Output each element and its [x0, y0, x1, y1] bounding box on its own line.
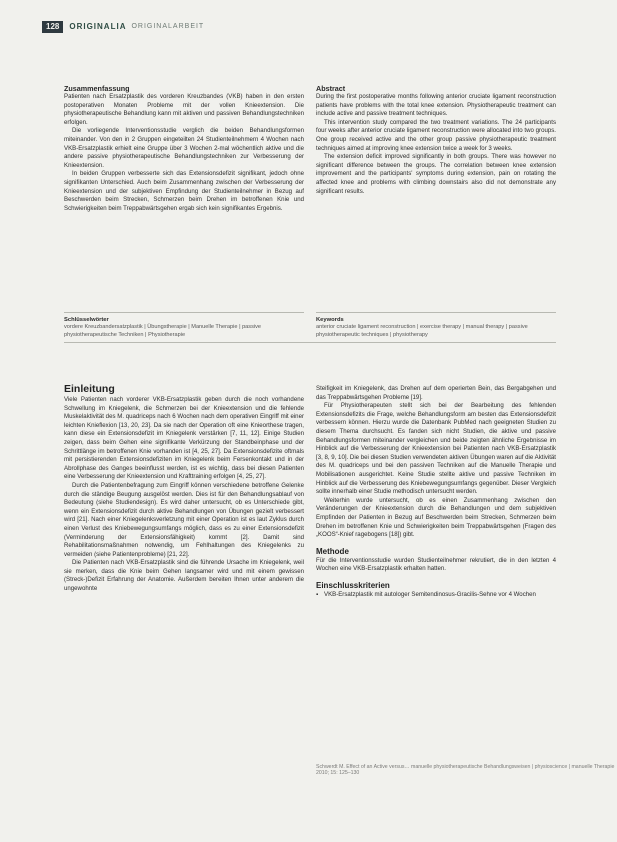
english-abstract [316, 84, 556, 196]
citation-footer: Schwerdt M. Effect of an Active versus… manuelle physiotherapeutische Behandlungsweisen | physioscience | manuelle Therapie 2010; 15: 125–130 [316, 764, 615, 776]
german-abstract-title: Zusammenfassung [64, 84, 130, 93]
inclusion-criterion-text: VKB-Ersatzplastik mit autologer Semitendinosus-Gracilis-Sehne vor 4 Wochen [324, 590, 536, 598]
article-type-label: ORIGINALARBEIT [131, 23, 205, 30]
german-abstract [64, 84, 304, 213]
journal-section-label: ORIGINALIA [69, 22, 127, 31]
inclusion-criterion [316, 591, 556, 600]
english-keywords-title: Keywords [316, 317, 344, 323]
german-abstract-paragraph: In beiden Gruppen verbesserte sich das Extensionsdefizit signifikant, jedoch ohne signifikanten Unterschied. Auch beim Zusammenhang zwischen der Verbesserung der Knieextension und der subjektiven Empfindung der Studienteilnehmer in Bezug auf Beschwerden beim Strecken, Schmerzen beim Drehen im betroffenen Knie und Schwierigkeiten beim Treppabwärtsgehen ergab sich kein signifikantes Ergebnis. [64, 170, 304, 212]
german-keywords-title: Schlüsselwörter [64, 317, 109, 323]
english-keywords [316, 316, 556, 339]
english-keywords-text: anterior cruciate ligament reconstruction | exercise therapy | manual therapy | passive physiotherapeutic techniques | physiotherapy [316, 324, 528, 338]
intro-paragraph: Weiterhin wurde untersucht, ob es einen Zusammenhang zwischen den Veränderungen der Knieextension durch die Behandlungen und dem subjektiven Empfinden der Patienten in Bezug auf Beschwerden beim Strecken, Schmerzen beim Drehen im betroffenen Knie und Schwierigkeiten beim Treppabwärtsgehen (Fragen des „KOOS“-Knief ragebogens [18]) gibt. [316, 496, 556, 539]
section-divider [64, 342, 556, 343]
methods-heading: Methode [316, 546, 349, 556]
intro-paragraph: Für Physiotherapeuten stellt sich bei der Bearbeitung des fehlenden Extensionsdefizits die Frage, welche Behandlungsform am besten das Extensionsdefizit verbessern können. Hierzu wurde die Datenbank PubMed nach geeigneten Studien zu diesem Thema durchsucht. Es fanden sich nicht Studien, die aktive und passive Behandlungsformen miteinander vergleichen und beide zeigten ähnliche Ergebnisse im Hinblick auf die Verbesserung der Knieextension bei Patienten nach VKB-Ersatzplastik [3, 8, 9, 10]. Die bei diesen Studien verwendeten aktiven Übungen waren auf die Aktivität des M. quadriceps und bei den passiven Techniken auf die Manuelle Therapie und Mobilisationen ausgerichtet. Keine Studie stellte aktive und passive Techniken im Hinblick auf die Verbesserung des Kniebewegungsumfangs gegenüber. Dieser Vergleich sollte innerhalb einer Studie methodisch untersucht werden. [316, 402, 556, 496]
intro-paragraph: Viele Patienten nach vorderer VKB-Ersatzplastik geben durch die noch vorhandene Schwellung im Kniegelenk, die Schmerzen bei der Knieextension und die fehlende Muskelaktivität des M. quadriceps nach 6 Wochen nach dem operativen Eingriff mit einer leichten Knieflexion [13, 20, 23]. Da sie nach der Operation oft eine Knieorthese tragen, kann diese ein Extensionsdefizit im Kniegelenk verstärken [7, 11, 12]. Einige Studien zeigen, dass beim Gehen eine signifikante Verkürzung der Standbeinphase und der Schrittlänge im betroffenen Knie vorhanden ist [4, 25, 27]. Da Extensionsdefizite oftmals mit persistierenden Extensionsdefiziten im Kniegelenk beim Fersenkontakt und in der Abrollphase des Ganges beeinflusst werden, ist es wichtig, dass bei diesen Patienten eine Verbesserung der Knieextension und Krafttraining erfolgen [4, 25, 27]. [64, 396, 304, 481]
intro-paragraph: Steifigkeit im Kniegelenk, das Drehen auf dem operierten Bein, das Bergabgehen und das Treppabwärtsgehen Probleme [19]. [316, 385, 556, 401]
german-abstract-paragraph: Die vorliegende Interventionsstudie verglich die beiden Behandlungsformen miteinander. Von den in 2 Gruppen eingeteilten 24 Studienteilnehmern 4 Wochen nach VKB-Ersatzplastik erhielt eine Gruppe über 3 Wochen 2-mal wöchentlich aktive und die andere passive physiotherapeutische Behandlungstechniken zur Verbesserung der Knieextension. [64, 127, 304, 169]
intro-left-column [64, 383, 304, 761]
running-header [42, 21, 204, 33]
methods-paragraph: Für die Interventionsstudie wurden Studienteilnehmer rekrutiert, die in den letzten 4 Wochen eine VKB-Ersatzplastik erhalten hatten. [316, 556, 556, 573]
english-abstract-paragraph: This intervention study compared the two treatment variations. The 24 participants four weeks after anterior cruciate ligament reconstruction were allocated into two groups. One group received active and the other group passive physiotherapeutic treatment techniques aimed at improving knee extension twice a week for 3 weeks. [316, 118, 556, 152]
inclusion-heading: Einschlusskriterien [316, 580, 390, 590]
page-number: 128 [42, 21, 63, 33]
german-keywords-text: vordere Kreuzbandersatzplastik | Übungstherapie | Manuelle Therapie | passive physiotherapeutische Techniken | Physiotherapie [64, 324, 262, 338]
english-abstract-paragraph: The extension deficit improved significantly in both groups. There was however no significant difference between the groups. The correlation between knee extension improvement and the participants' symptoms during extension, pain on rotating the affected knee and problems with climbing downstairs also did not demonstrate any significant results. [316, 153, 556, 195]
english-abstract-paragraph: During the first postoperative months following anterior cruciate ligament reconstruction patients have problems with the total knee extension. Physiotherapeutic treatment can include active and passive treatment techniques. [316, 93, 556, 118]
intro-paragraph: Die Patienten nach VKB-Ersatzplastik sind die führende Ursache im Kniegelenk, weil sie merken, dass die Knie beim Gehen langsamer wird und mit einem gewissen (Streck-)Defizit Erfahrung der Anatomie. Außerdem bereiten Ihnen unter anderem die ungewohnte [64, 559, 304, 593]
intro-heading: Einleitung [64, 383, 115, 395]
intro-right-column [316, 385, 556, 761]
german-keywords [64, 316, 304, 339]
keywords-divider [316, 312, 556, 313]
bullet-icon: ▪ [316, 590, 319, 598]
english-abstract-title: Abstract [316, 84, 346, 93]
german-abstract-paragraph: Patienten nach Ersatzplastik des vorderen Kreuzbandes (VKB) haben in den ersten postoperativen Monaten Probleme mit der vollen Knieextension. Die physiotherapeutische Behandlung kann mit aktiven und passiven Behandlungstechniken erfolgen. [64, 93, 304, 126]
intro-paragraph: Durch die Patientenbefragung zum Eingriff können verschiedene betroffene Gelenke durch die ständige Beugung ausgelöst werden. Dies ist für den Behandlungsablauf von Bedeutung (siehe Studiendesign). Es wird daher untersucht, ob es Unterschiede gibt, wenn ein Extensionsdefizit durch aktive Behandlungen von Übungen gezielt verbessert wird [21]. Nach einer Kniegelenksverletzung mit einer Operation ist es laut Zyklus durch einen Verlust des Kniebewegungsumfangs möglich, dass es zu einer Extensionsdefizit (Verminderung der Extensionsfähigkeit) kommt [2]. Damit sind Rehabilitationsmaßnahmen notwendig, um Fehlhaltungen des Kniegelenks zu vermeiden (siehe Patientenprobleme) [21, 22]. [64, 481, 304, 558]
keywords-divider [64, 312, 304, 313]
